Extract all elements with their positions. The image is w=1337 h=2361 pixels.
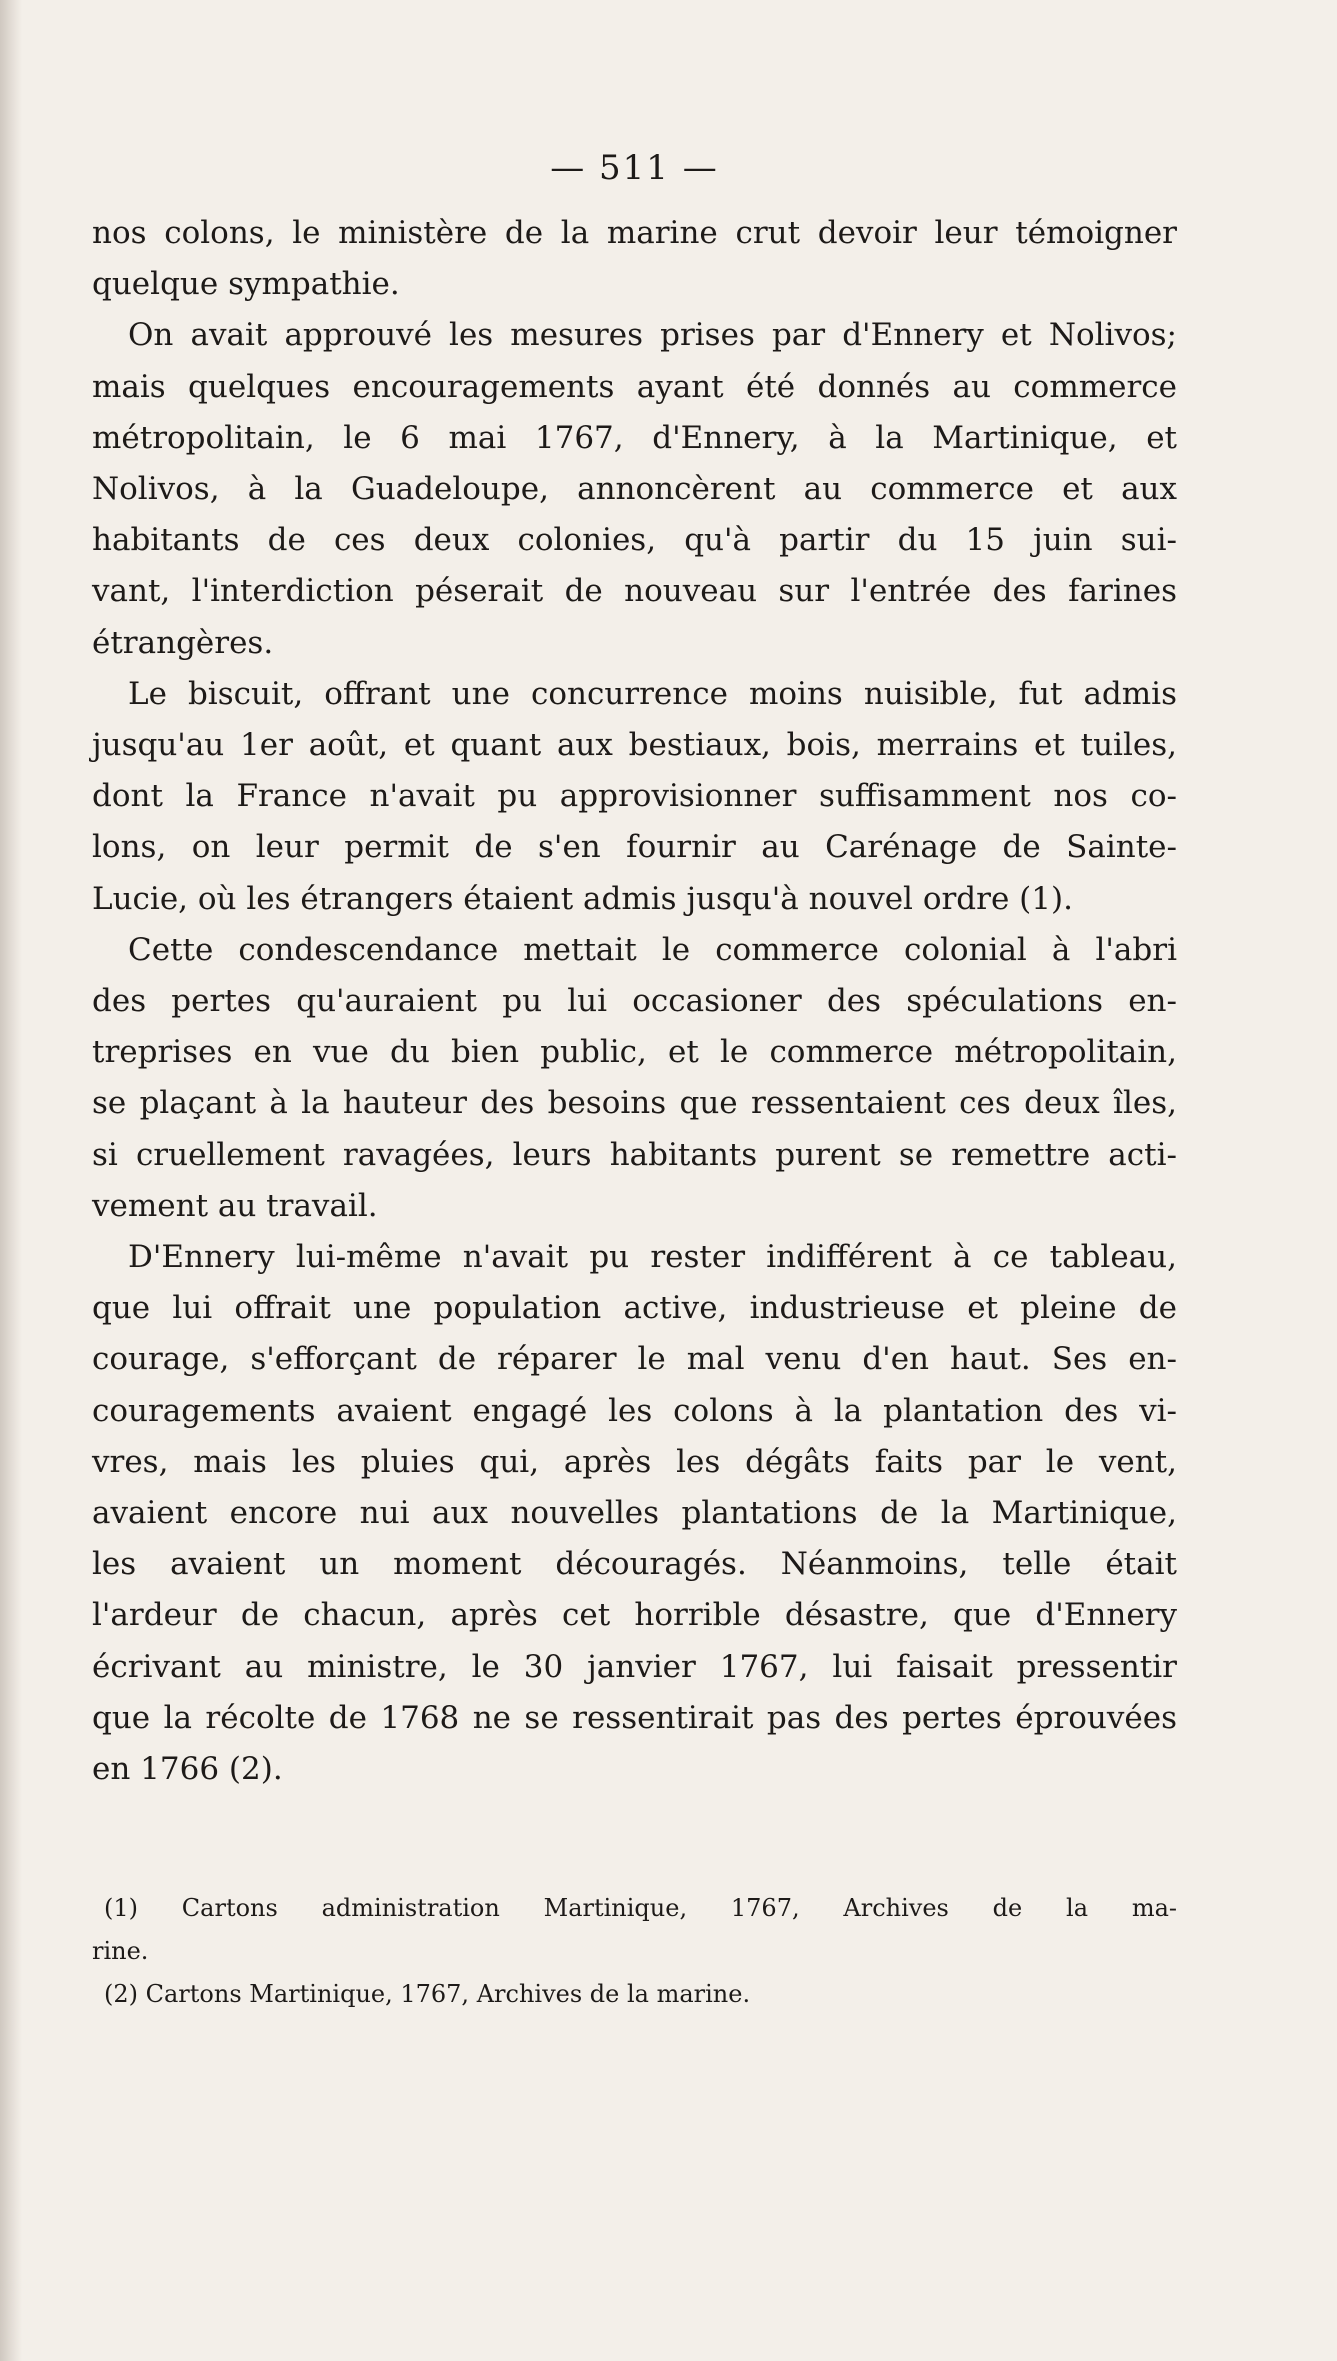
paragraph-3	[92, 669, 1177, 925]
text-line: habitants de ces deux colonies, qu'à partir du 15 juin sui-	[92, 522, 1177, 559]
text-line: nos colons, le ministère de la marine crut devoir leur témoigner	[92, 215, 1177, 251]
text-line: métropolitain, le 6 mai 1767, d'Ennery, à la Martinique, et	[92, 419, 1177, 456]
footnote-2: (2) Cartons Martinique, 1767, Archives de la marine.	[104, 1980, 751, 2009]
text-line: quelque sympathie.	[92, 266, 400, 303]
paragraph-2	[92, 310, 1177, 668]
text-line: avaient encore nui aux nouvelles plantations de la Martinique,	[92, 1495, 1177, 1532]
text-line: Nolivos, à la Guadeloupe, annoncèrent au commerce et aux	[92, 471, 1177, 508]
page-gutter-shadow	[0, 0, 22, 2361]
text-line: que lui offrait une population active, industrieuse et pleine de	[92, 1290, 1177, 1327]
text-line: mais quelques encouragements ayant été donnés au commerce	[92, 368, 1177, 405]
text-line: vres, mais les pluies qui, après les dégâts faits par le vent,	[92, 1443, 1177, 1480]
text-line: Cette condescendance mettait le commerce colonial à l'abri	[128, 931, 1177, 968]
text-line: les avaient un moment découragés. Néanmoins, telle était	[92, 1546, 1177, 1583]
text-line: vant, l'interdiction péserait de nouveau sur l'entrée des farines	[92, 573, 1177, 610]
text-line: l'ardeur de chacun, après cet horrible désastre, que d'Ennery	[92, 1597, 1177, 1634]
footnotes	[92, 1887, 1177, 2016]
text-line: des pertes qu'auraient pu lui occasioner des spéculations en-	[92, 983, 1177, 1020]
text-line: D'Ennery lui-même n'avait pu rester indifférent à ce tableau,	[128, 1239, 1177, 1276]
paragraph-4	[92, 925, 1177, 1232]
text-line: couragements avaient engagé les colons à la plantation des vi-	[92, 1392, 1177, 1429]
text-line: courage, s'efforçant de réparer le mal venu d'en haut. Ses en-	[92, 1341, 1177, 1378]
text-line: écrivant au ministre, le 30 janvier 1767, lui faisait pressentir	[92, 1648, 1177, 1685]
paragraph-1	[92, 208, 1177, 310]
text-line: que la récolte de 1768 ne se ressentirait pas des pertes éprouvées	[92, 1699, 1177, 1736]
text-line: lons, on leur permit de s'en fournir au Carénage de Sainte-	[92, 829, 1177, 866]
text-line: On avait approuvé les mesures prises par d'Ennery et Nolivos;	[128, 317, 1177, 354]
text-line: étrangères.	[92, 624, 274, 661]
page-text-block	[92, 148, 1177, 2016]
paragraph-5	[92, 1232, 1177, 1795]
page-number: — 511 —	[550, 148, 719, 188]
text-line: vement au travail.	[92, 1187, 378, 1224]
text-line: en 1766 (2).	[92, 1751, 283, 1788]
text-line: treprises en vue du bien public, et le commerce métropolitain,	[92, 1034, 1177, 1071]
footnote-1-continuation: rine.	[92, 1937, 149, 1966]
text-line: dont la France n'avait pu approvisionner suffisamment nos co-	[92, 778, 1177, 815]
text-line: si cruellement ravagées, leurs habitants purent se remettre acti-	[92, 1136, 1177, 1173]
text-line: se plaçant à la hauteur des besoins que ressentaient ces deux îles,	[92, 1085, 1177, 1122]
text-line: jusqu'au 1er août, et quant aux bestiaux, bois, merrains et tuiles,	[92, 727, 1177, 764]
text-line: Lucie, où les étrangers étaient admis jusqu'à nouvel ordre (1).	[92, 880, 1073, 917]
text-line: Le biscuit, offrant une concurrence moins nuisible, fut admis	[128, 675, 1177, 712]
footnote-1: (1) Cartons administration Martinique, 1767, Archives de la ma-	[104, 1894, 1177, 1923]
